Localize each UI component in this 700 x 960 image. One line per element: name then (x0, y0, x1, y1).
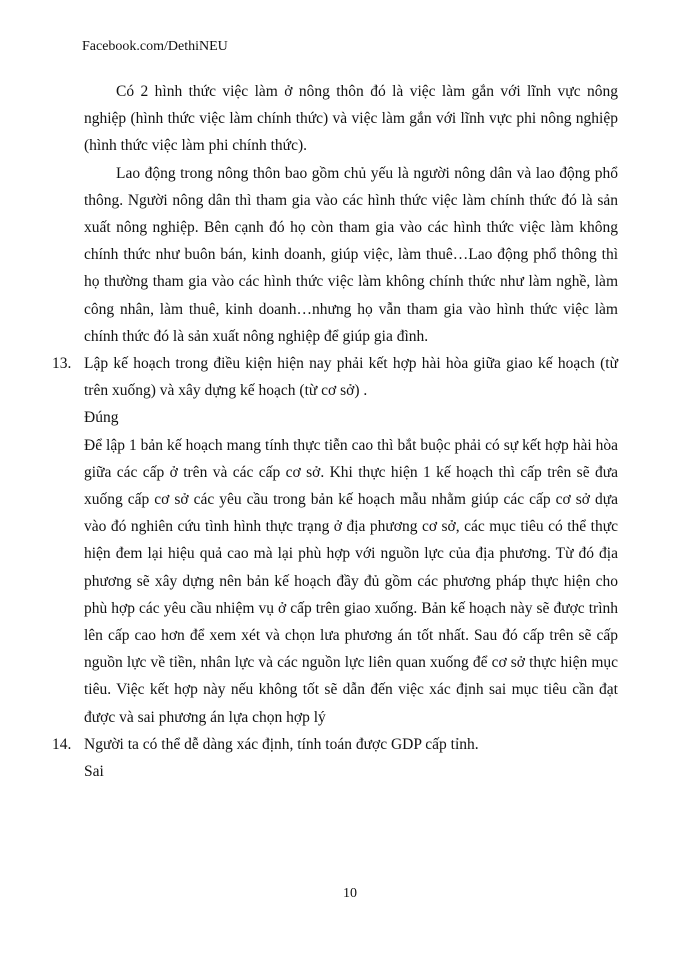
question-number-13: 13. (52, 355, 72, 373)
question-text-13: Lập kế hoạch trong điều kiện hiện nay phải kết hợp hài hòa giữa giao kế hoạch (từ trên xuống) và xây dựng kế hoạch (từ cơ sở) . (84, 355, 618, 400)
answer-13: Đúng (84, 409, 119, 427)
question-item-13 (52, 350, 618, 731)
page-number: 10 (343, 886, 357, 901)
page-header-source: Facebook.com/DethiNEU (82, 39, 228, 54)
question-text-14: Người ta có thể dễ dàng xác định, tính toán được GDP cấp tỉnh. (84, 735, 479, 753)
intro-paragraph-1: Có 2 hình thức việc làm ở nông thôn đó là việc làm gắn với lĩnh vực nông nghiệp (hình thức việc làm chính thức) và việc làm gắn với lĩnh vực phi nông nghiệp (hình thức việc làm phi chính thức). (84, 83, 618, 155)
intro-paragraph-2: Lao động trong nông thôn bao gồm chủ yếu là người nông dân và lao động phổ thông. Người nông dân thì tham gia vào các hình thức việc làm chính thức đó là sản xuất nông nghiệp. Bên cạnh đó họ còn tham gia vào các hình thức việc làm không chính thức như buôn bán, kinh doanh, giúp việc, làm thuê…Lao động phổ thông thì họ thường tham gia vào các hình thức việc làm không chính thức như làm nghề, làm công nhân, làm thuê, kinh doanh…nhưng họ vẫn tham gia vào hình thức việc làm chính thức đó là sản xuất nông nghiệp để giúp gia đình. (84, 164, 618, 345)
answer-14: Sai (84, 763, 104, 781)
explanation-13: Để lập 1 bản kế hoạch mang tính thực tiễn cao thì bắt buộc phải có sự kết hợp hài hòa giữa các cấp ở trên và các cấp cơ sở. Khi thực hiện 1 kế hoạch thì cấp trên sẽ đưa xuống cấp cơ sở các yêu cầu trong bản kế hoạch mẫu nhằm giúp các cấp cơ sở dựa vào đó nghiên cứu tình hình thực trạng ở địa phương cơ sở, các mục tiêu có thể thực hiện đem lại hiệu quả cao mà lại phù hợp với nguồn lực của địa phương. Từ đó địa phương sẽ xây dựng nên bản kế hoạch đầy đủ gồm các phương pháp thực hiện cho phù hợp các yêu cầu nhiệm vụ ở cấp trên giao xuống. Bản kế hoạch này sẽ được trình lên cấp cao hơn để xem xét và chọn lưa phương án tốt nhất. Sau đó cấp trên sẽ cấp nguồn lực về tiền, nhân lực và các nguồn lực liên quan xuống để cơ sở thực hiện mục tiêu. Việc kết hợp này nếu không tốt sẽ dẫn đến việc xác định sai mục tiêu cần đạt được và sai phương án lựa chọn hợp lý (84, 436, 618, 726)
question-item-14 (52, 731, 618, 785)
page-content (52, 78, 618, 785)
question-number-14: 14. (52, 735, 72, 753)
